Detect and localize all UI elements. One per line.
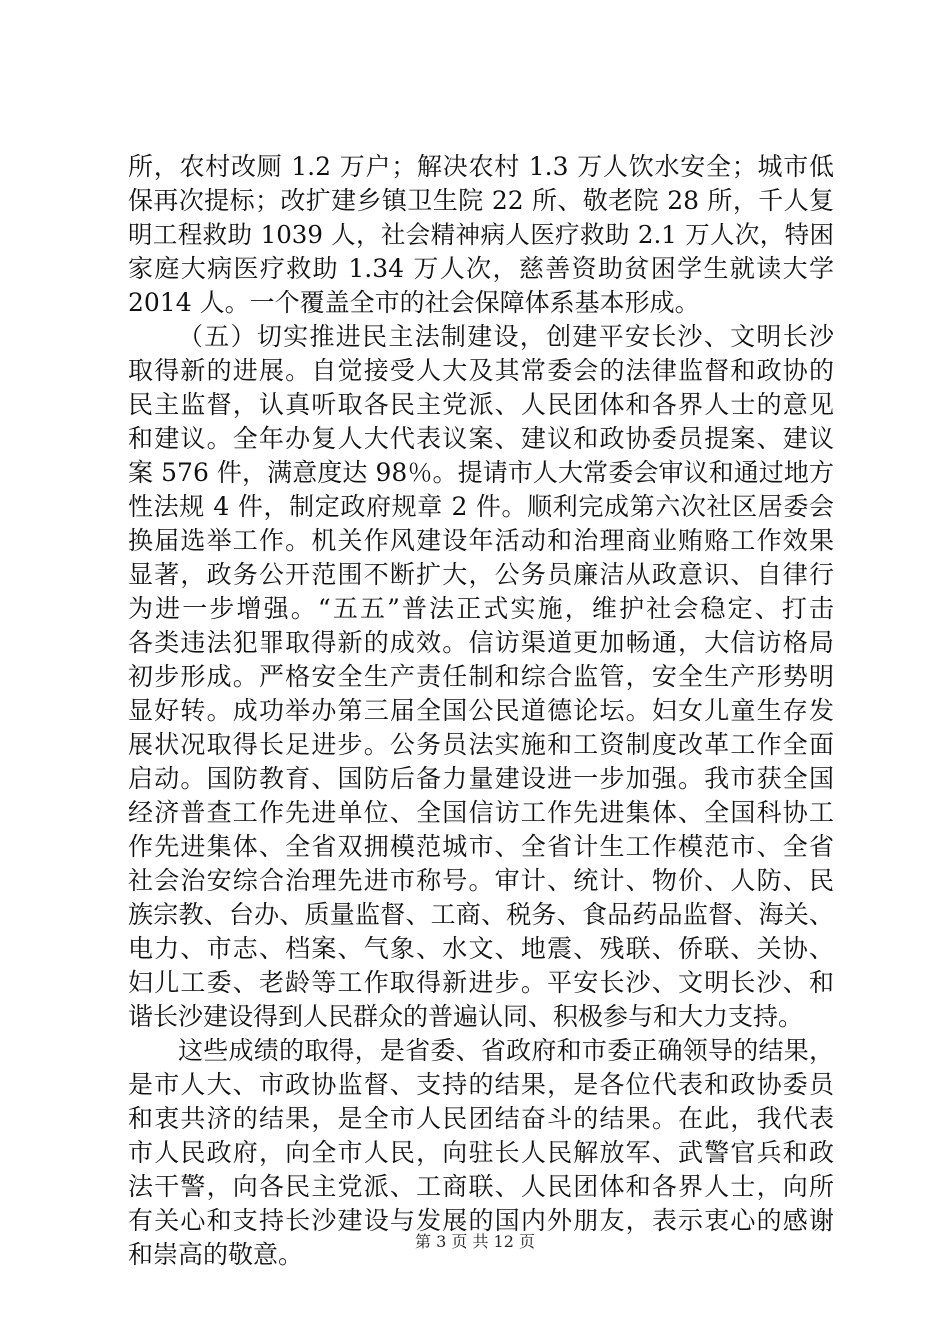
text-line: 谐长沙建设得到人民群众的普遍认同、积极参与和大力支持。 — [128, 1002, 804, 1031]
text-line: 家庭大病医疗救助 1.34 万人次，慈善资助贫困学生就读大学 — [128, 254, 834, 283]
paragraph-first-line: （五）切实推进民主法制建设，创建平安长沙、文明长沙 — [178, 322, 834, 351]
text-line: 性法规 4 件，制定政府规章 2 件。顺利完成第六次社区居委会 — [128, 492, 834, 521]
text-line: 民主监督，认真听取各民主党派、人民团体和各界人士的意见 — [128, 390, 834, 419]
text-line: 取得新的进展。自觉接受人大及其常委会的法律监督和政协的 — [128, 356, 834, 385]
text-line: 所，农村改厕 1.2 万户；解决农村 1.3 万人饮水安全；城市低 — [128, 152, 834, 181]
text-line: 展状况取得长足进步。公务员法实施和工资制度改革工作全面 — [128, 730, 834, 759]
text-line: 妇儿工委、老龄等工作取得新进步。平安长沙、文明长沙、和 — [128, 968, 834, 997]
text-line: 电力、市志、档案、气象、水文、地震、残联、侨联、关协、 — [128, 934, 834, 963]
text-line: 有关心和支持长沙建设与发展的国内外朋友，表示衷心的感谢 — [128, 1206, 834, 1235]
text-line: 保再次提标；改扩建乡镇卫生院 22 所、敬老院 28 所，千人复 — [128, 186, 834, 215]
text-line: 2014 人。一个覆盖全市的社会保障体系基本形成。 — [128, 288, 700, 317]
text-line: 初步形成。严格安全生产责任制和综合监管，安全生产形势明 — [128, 662, 834, 691]
text-line: 明工程救助 1039 人，社会精神病人医疗救助 2.1 万人次，特困 — [128, 220, 834, 249]
body-text — [128, 150, 834, 1272]
page-footer: 第 3 页 共 12 页 — [415, 1232, 535, 1251]
text-line: 和衷共济的结果，是全市人民团结奋斗的结果。在此，我代表 — [128, 1104, 834, 1133]
text-line: 族宗教、台办、质量监督、工商、税务、食品药品监督、海关、 — [128, 900, 834, 929]
text-line: 社会治安综合治理先进市称号。审计、统计、物价、人防、民 — [128, 866, 834, 895]
text-line: 和崇高的敬意。 — [128, 1240, 304, 1269]
text-line: 启动。国防教育、国防后备力量建设进一步加强。我市获全国 — [128, 764, 834, 793]
text-line: 经济普查工作先进单位、全国信访工作先进集体、全国科协工 — [128, 798, 834, 827]
text-line: 市人民政府，向全市人民，向驻长人民解放军、武警官兵和政 — [128, 1138, 834, 1167]
text-line: 为进一步增强。“五五”普法正式实施，维护社会稳定、打击 — [128, 594, 834, 623]
text-line: 是市人大、市政协监督、支持的结果，是各位代表和政协委员 — [128, 1070, 834, 1099]
text-line: 换届选举工作。机关作风建设年活动和治理商业贿赂工作效果 — [128, 526, 834, 555]
text-line: 和建议。全年办复人大代表议案、建议和政协委员提案、建议 — [128, 424, 834, 453]
text-line: 案 576 件，满意度达 98％。提请市人大常委会审议和通过地方 — [128, 458, 834, 487]
text-line: 显好转。成功举办第三届全国公民道德论坛。妇女儿童生存发 — [128, 696, 834, 725]
text-line: 各类违法犯罪取得新的成效。信访渠道更加畅通，大信访格局 — [128, 628, 834, 657]
text-line: 作先进集体、全省双拥模范城市、全省计生工作模范市、全省 — [128, 832, 834, 861]
text-line: 显著，政务公开范围不断扩大，公务员廉洁从政意识、自律行 — [128, 560, 834, 589]
paragraph-first-line: 这些成绩的取得，是省委、省政府和市委正确领导的结果， — [178, 1036, 834, 1065]
text-line: 法干警，向各民主党派、工商联、人民团体和各界人士，向所 — [128, 1172, 834, 1201]
